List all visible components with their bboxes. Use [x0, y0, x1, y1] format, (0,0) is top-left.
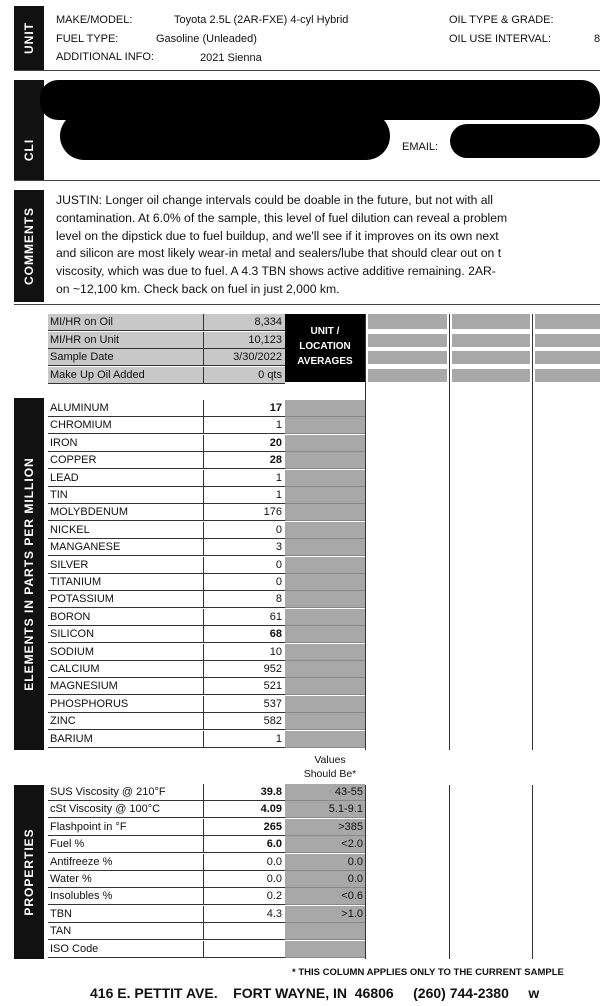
property-label: TBN [48, 906, 203, 923]
element-value: 20 [203, 435, 285, 452]
element-average-cell [285, 417, 365, 434]
property-should-be: >385 [285, 819, 365, 836]
empty-sample-cell [452, 351, 530, 364]
element-average-cell [285, 435, 365, 452]
comment-line: and silicon are most likely wear-in metal and sealers/lube that should clear out on t [56, 246, 502, 261]
empty-sample-cell [368, 351, 447, 364]
property-value: 0.2 [203, 888, 285, 905]
element-label: TIN [48, 487, 203, 504]
fuel-type-label: FUEL TYPE: [56, 33, 119, 45]
comment-line: level on the dipstick due to fuel buildup, and we'll see if it improves on its own next [56, 228, 499, 243]
element-label: TITANIUM [48, 574, 203, 591]
element-average-cell [285, 713, 365, 730]
client-side-label: CLI [22, 138, 36, 162]
element-value: 61 [203, 609, 285, 626]
comment-line: viscosity, which was due to fuel. A 4.3 TBN shows active additive remaining. 2AR- [56, 264, 496, 279]
element-value: 68 [203, 626, 285, 643]
header-row-value: 0 qts [203, 367, 285, 384]
properties-side-label: PROPERTIES [22, 828, 36, 916]
element-value: 582 [203, 713, 285, 730]
header-row-label: MI/HR on Unit [48, 332, 203, 349]
comments-sidebar [14, 190, 44, 302]
property-value [203, 941, 285, 958]
element-value: 176 [203, 504, 285, 521]
property-should-be: >1.0 [285, 906, 365, 923]
element-value: 1 [203, 487, 285, 504]
element-value: 1 [203, 470, 285, 487]
element-label: BARIUM [48, 731, 203, 748]
comment-line: on ~12,100 km. Check back on fuel in just 2,000 km. [56, 281, 340, 296]
elements-sidebar [14, 398, 44, 750]
property-value: 4.3 [203, 906, 285, 923]
property-should-be [285, 941, 365, 958]
element-label: IRON [48, 435, 203, 452]
element-label: CALCIUM [48, 661, 203, 678]
property-value: 6.0 [203, 836, 285, 853]
empty-sample-cell [368, 334, 447, 347]
element-average-cell [285, 487, 365, 504]
vsb-line: Should Be* [303, 768, 357, 780]
element-average-cell [285, 522, 365, 539]
make-model-label: MAKE/MODEL: [56, 14, 133, 26]
ula-line: UNIT / [310, 326, 340, 337]
element-label: MAGNESIUM [48, 678, 203, 695]
element-average-cell [285, 591, 365, 608]
element-average-cell [285, 470, 365, 487]
comment-line: contamination. At 6.0% of the sample, this level of fuel dilution can reveal a problem [56, 210, 508, 225]
redaction-scribble [450, 124, 600, 158]
element-average-cell [285, 678, 365, 695]
property-label: Antifreeze % [48, 854, 203, 871]
element-value: 0 [203, 574, 285, 591]
empty-sample-cell [452, 334, 530, 347]
property-value [203, 923, 285, 940]
element-label: SILICON [48, 626, 203, 643]
element-value: 3 [203, 539, 285, 556]
ula-line: AVERAGES [297, 356, 353, 367]
property-label: SUS Viscosity @ 210°F [48, 784, 203, 801]
element-value: 28 [203, 452, 285, 469]
empty-sample-cell [535, 369, 600, 382]
element-value: 521 [203, 678, 285, 695]
element-label: PHOSPHORUS [48, 696, 203, 713]
additional-info-label: ADDITIONAL INFO: [56, 51, 154, 63]
element-label: LEAD [48, 470, 203, 487]
oil-type-label: OIL TYPE & GRADE: [449, 14, 554, 26]
make-model-value: Toyota 2.5L (2AR-FXE) 4-cyl Hybrid [174, 14, 349, 26]
element-label: ALUMINUM [48, 400, 203, 417]
header-row-label: Make Up Oil Added [48, 367, 203, 384]
property-label: Insolubles % [48, 888, 203, 905]
element-label: CHROMIUM [48, 417, 203, 434]
property-label: TAN [48, 923, 203, 940]
element-value: 1 [203, 731, 285, 748]
redaction-scribble [60, 112, 390, 160]
elements-side-label: ELEMENTS IN PARTS PER MILLION [22, 457, 36, 691]
element-average-cell [285, 557, 365, 574]
element-average-cell [285, 452, 365, 469]
property-label: cSt Viscosity @ 100°C [48, 801, 203, 818]
element-average-cell [285, 696, 365, 713]
property-should-be: 0.0 [285, 854, 365, 871]
element-value: 10 [203, 644, 285, 661]
header-row-value: 3/30/2022 [203, 349, 285, 366]
header-row-label: Sample Date [48, 349, 203, 366]
ula-line: LOCATION [299, 341, 351, 352]
comment-line: JUSTIN: Longer oil change intervals could be doable in the future, but not with all [56, 193, 493, 207]
element-label: MANGANESE [48, 539, 203, 556]
property-should-be: <2.0 [285, 836, 365, 853]
fuel-type-value: Gasoline (Unleaded) [156, 33, 257, 45]
comments-side-label: COMMENTS [22, 207, 36, 285]
element-value: 0 [203, 557, 285, 574]
additional-info-value: 2021 Sienna [200, 52, 262, 64]
element-average-cell [285, 504, 365, 521]
property-should-be: 0.0 [285, 871, 365, 888]
oil-use-label: OIL USE INTERVAL: [449, 33, 551, 45]
property-value: 0.0 [203, 854, 285, 871]
element-average-cell [285, 609, 365, 626]
property-should-be: 5.1-9.1 [285, 801, 365, 818]
element-value: 17 [203, 400, 285, 417]
element-value: 952 [203, 661, 285, 678]
property-should-be: 43-55 [285, 784, 365, 801]
element-label: SILVER [48, 557, 203, 574]
element-label: ZINC [48, 713, 203, 730]
oil-use-value-cut: 8 [594, 33, 600, 45]
element-average-cell [285, 644, 365, 661]
unit-sidebar [14, 6, 44, 70]
property-label: Water % [48, 871, 203, 888]
property-label: Fuel % [48, 836, 203, 853]
property-label: Flashpoint in °F [48, 819, 203, 836]
element-label: SODIUM [48, 644, 203, 661]
element-average-cell [285, 400, 365, 417]
email-label: EMAIL: [402, 141, 439, 153]
properties-sidebar [14, 785, 44, 959]
element-average-cell [285, 626, 365, 643]
element-label: NICKEL [48, 522, 203, 539]
element-label: MOLYBDENUM [48, 504, 203, 521]
element-value: 537 [203, 696, 285, 713]
property-value: 0.0 [203, 871, 285, 888]
header-row-value: 10,123 [203, 332, 285, 349]
property-should-be [285, 923, 365, 940]
property-value: 39.8 [203, 784, 285, 801]
unit-side-label: UNIT [22, 22, 36, 54]
comments-text [56, 192, 600, 299]
unit-location-header [285, 314, 365, 382]
values-should-be-header [285, 753, 375, 781]
element-average-cell [285, 539, 365, 556]
element-average-cell [285, 574, 365, 591]
element-label: BORON [48, 609, 203, 626]
address-line: 416 E. PETTIT AVE. FORT WAYNE, IN 46806 (260) 744-2380 w [90, 985, 540, 1001]
vsb-line: Values [314, 754, 346, 766]
property-label: ISO Code [48, 941, 203, 958]
empty-sample-cell [452, 369, 530, 382]
property-should-be: <0.6 [285, 888, 365, 905]
property-value: 4.09 [203, 801, 285, 818]
element-value: 1 [203, 417, 285, 434]
footnote: * THIS COLUMN APPLIES ONLY TO THE CURRENT SAMPLE [292, 967, 564, 978]
header-row-label: MI/HR on Oil [48, 314, 203, 331]
element-average-cell [285, 731, 365, 748]
header-row-value: 8,334 [203, 314, 285, 331]
property-value: 265 [203, 819, 285, 836]
element-value: 8 [203, 591, 285, 608]
element-label: POTASSIUM [48, 591, 203, 608]
empty-sample-cell [368, 369, 447, 382]
element-value: 0 [203, 522, 285, 539]
empty-sample-cell [535, 334, 600, 347]
element-average-cell [285, 661, 365, 678]
element-label: COPPER [48, 452, 203, 469]
empty-sample-cell [535, 351, 600, 364]
